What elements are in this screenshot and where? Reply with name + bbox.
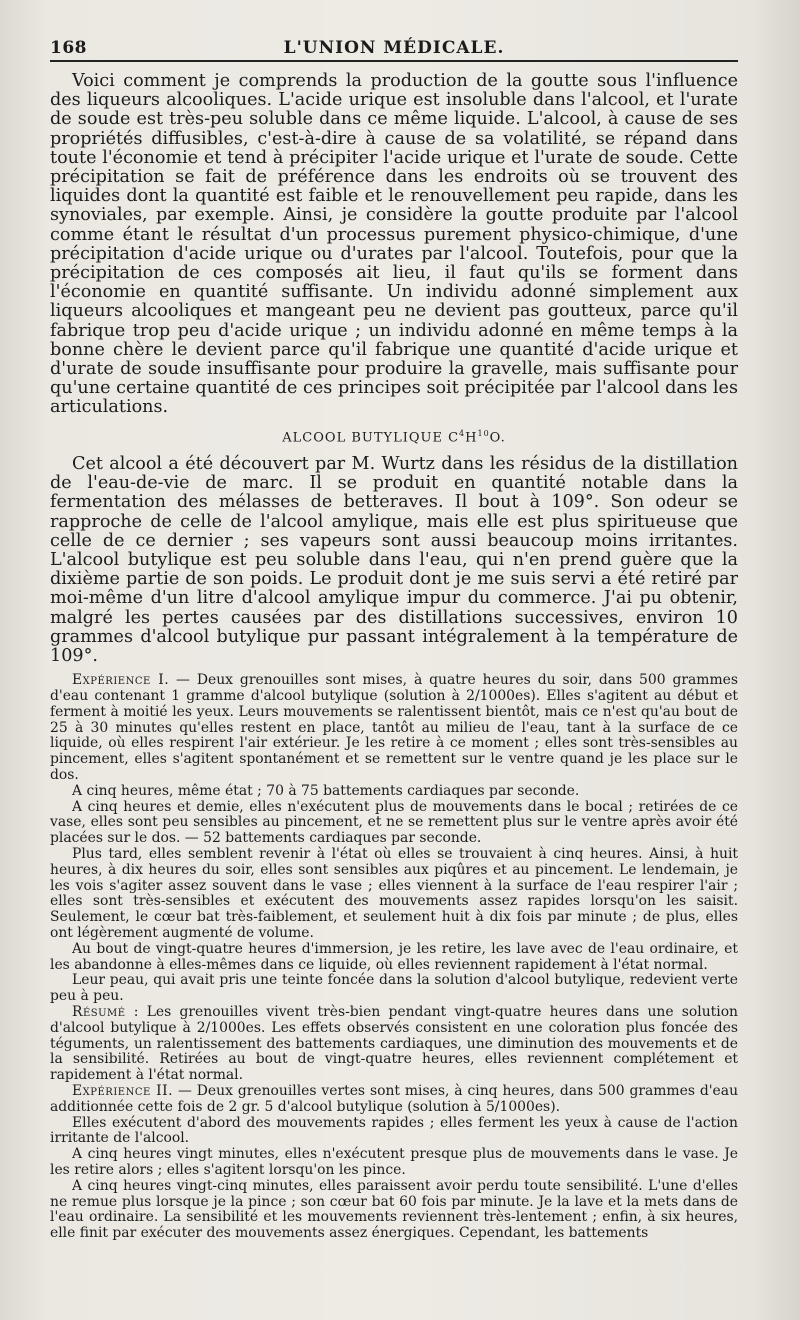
- formula-subscript-carbon: 4: [459, 428, 466, 438]
- experiment-2-p4: A cinq heures vingt-cinq minutes, elles paraissent avoir perdu toute sensibilité. L'une d'elles ne remue plus lorsque je la pince ; son cœur bat 60 fois par minute. Je la lave et la mets dans de l'eau ordinaire. La sensibilité et les mouvements reviennent très-lentement ; enfin, à six heures, elle finit par exécuter des mouvements assez énergiques. Cependant, les battements: [50, 1177, 738, 1242]
- experiment-2-paragraph: [50, 1084, 738, 1116]
- butyl-section: [50, 455, 738, 666]
- resume-label: Résumé: [72, 1003, 126, 1020]
- experiment-1-p6: Leur peau, qui avait pris une teinte foncée dans la solution d'alcool butylique, redevient verte peu à peu.: [50, 972, 738, 1005]
- intro-paragraph: Voici comment je comprends la production de la goutte sous l'influence des liqueurs alcooliques. L'acide urique est insoluble dans l'alcool, et l'urate de soude est très-peu soluble dans ce même liquide. L'alcool, à cause de ses propriétés diffusibles, c'est-à-dire à cause de sa volatilité, se répand dans toute l'économie et tend à précipiter l'acide urique et l'urate de soude. Cette précipitation se fait de préférence dans les endroits où se trouvent des liquides dont la quantité est faible et le renouvellement peu rapide, dans les synoviales, par exemple. Ainsi, je considère la goutte produite par l'alcool comme étant le résultat d'un processus purement physico-chimique, d'une précipitation d'acide urique ou d'urates par l'alcool. Toutefois, pour que la précipitation de ces composés ait lieu, il faut qu'ils se forment dans l'économie en quantité suffisante. Un individu adonné simplement aux liqueurs alcooliques et mangeant peu ne devient pas goutteux, parce qu'il fabrique trop peu d'acide urique ; un individu adonné en même temps à la bonne chère le devient parce qu'il fabrique une quantité d'acide urique et d'urate de soude insuffisante pour produire la gravelle, mais suffisante pour qu'une certaine quantité de ces principes soit précipitée par l'alcool dans les articulations.: [50, 71, 738, 418]
- formula-subscript-hydrogen: 10: [477, 428, 490, 438]
- experiment-2-p2: Elles exécutent d'abord des mouvements rapides ; elles ferment les yeux à cause de l'action irritante de l'alcool.: [50, 1114, 738, 1147]
- resume-text: : Les grenouilles vivent très-bien pendant vingt-quatre heures dans une solution d'alcool butylique à 2/1000es. Les effets observés consistent en une coloration plus foncée des téguments, un ralentissement des battements cardiaques, une diminution des mouvements et de la sensibilité. Retirées au bout de vingt-quatre heures, elles reviennent complétement et rapidement à l'état normal.: [50, 1003, 738, 1084]
- section-title: [50, 429, 738, 445]
- experiment-1-label: Expérience I.: [72, 672, 170, 689]
- page-header: [50, 30, 738, 62]
- section-title-mid: H: [465, 429, 478, 445]
- experiment-1-text: — Deux grenouilles sont mises, à quatre heures du soir, dans 500 grammes d'eau contenant 1 gramme d'alcool butylique (solution à 2/1000es). Elles s'agitent au début et ferment à moitié les yeux. Leurs mouvements se ralentissent bientôt, mais ce n'est qu'au bout de 25 à 30 minutes qu'elles restent en place, tantôt au milieu de l'eau, tant à la surface de ce liquide, où elles respirent l'air extérieur. Je les retire à ce moment ; elles sont très-sensibles au pincement, elles s'agitent spontanément et se remettent sur le ventre quand je les place sur le dos.: [50, 672, 738, 783]
- experiment-1-p2: A cinq heures, même état ; 70 à 75 battements cardiaques par seconde.: [72, 782, 580, 799]
- experiment-1-p5: Au bout de vingt-quatre heures d'immersion, je les retire, les lave avec de l'eau ordinaire, et les abandonne à elles-mêmes dans ce liquide, où elles reviennent rapidement à l'état normal.: [50, 940, 738, 973]
- experiment-2-p3: A cinq heures vingt minutes, elles n'exécutent presque plus de mouvements dans le vase. Je les retire alors ; elles s'agitent lorsqu'on les pince.: [50, 1146, 738, 1178]
- experiment-1-p3: A cinq heures et demie, elles n'exécutent plus de mouvements dans le bocal ; retirées de ce vase, elles sont peu sensibles au pincement, et ne se remettent plus sur le ventre après avoir été placées sur le dos. — 52 battements cardiaques par seconde.: [50, 798, 738, 847]
- page-number: 168: [50, 38, 87, 58]
- section-title-prefix: ALCOOL BUTYLIQUE C: [282, 429, 460, 445]
- experiments: [50, 673, 738, 1242]
- section-title-suffix: O.: [489, 429, 506, 445]
- experiment-1-p4: Plus tard, elles semblent revenir à l'état où elles se trouvaient à cinq heures. Ainsi, à huit heures, à dix heures du soir, elles sont sensibles aux piqûres et au pincement. Le lendemain, je les vois s'agiter assez souvent dans le vase ; elles viennent à la surface de l'eau respirer l'air ; elles sont très-sensibles et exécutent des mouvements assez rapides lorsqu'on les saisit. Seulement, le cœur bat très-faiblement, et seulement huit à dix fois par minute ; de plus, elles ont légèrement augmenté de volume.: [50, 845, 738, 941]
- resume-paragraph: [50, 1005, 738, 1084]
- experiment-2-text: — Deux grenouilles vertes sont mises, à cinq heures, dans 500 grammes d'eau additionnée cette fois de 2 gr. 5 d'alcool butylique (solution à 5/1000es).: [50, 1082, 739, 1115]
- experiment-2-label: Expérience II.: [72, 1082, 174, 1099]
- running-head: L'UNION MÉDICALE.: [283, 38, 505, 58]
- main-text: [50, 72, 738, 418]
- experiment-1-paragraph: [50, 673, 738, 784]
- butyl-paragraph: Cet alcool a été découvert par M. Wurtz dans les résidus de la distillation de l'eau-de-vie de marc. Il se produit en quantité notable dans la fermentation des mélasses de betteraves. Il bout à 109°. Son odeur se rapproche de celle de l'alcool amylique, mais elle est plus spiritueuse que celle de ce dernier ; ses vapeurs sont aussi beaucoup moins irritantes. L'alcool butylique est peu soluble dans l'eau, qui n'en prend guère que la dixième partie de son poids. Le produit dont je me suis servi a été retiré par moi-même d'un litre d'alcool amylique impur du commerce. J'ai pu obtenir, malgré les pertes causées par des distillations successives, environ 10 grammes d'alcool butylique pur passant intégralement à la température de 109°.: [50, 453, 738, 667]
